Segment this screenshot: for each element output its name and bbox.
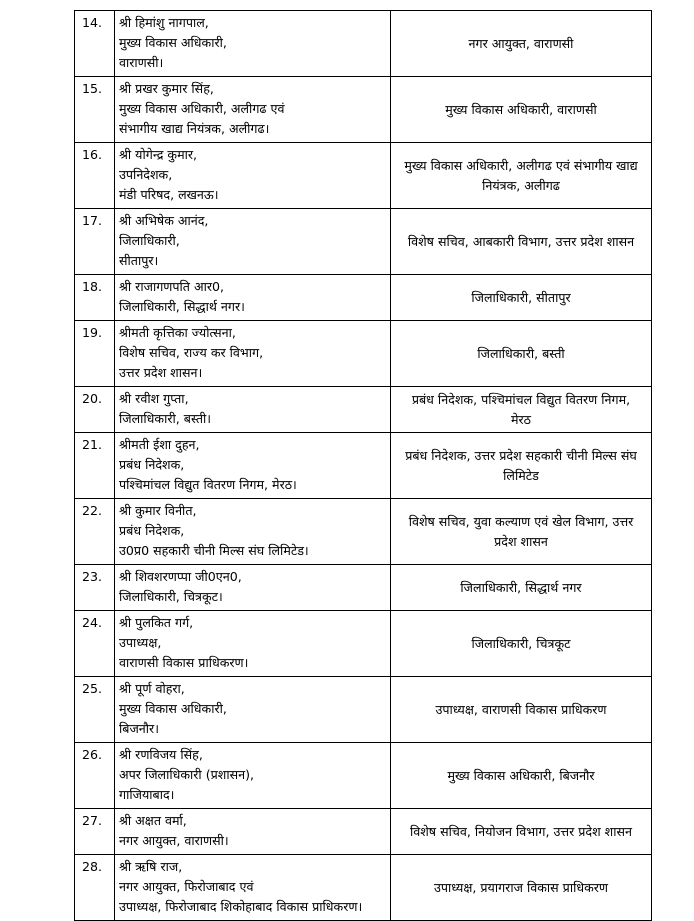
officer-line: श्री प्रखर कुमार सिंह, (119, 81, 214, 96)
officer-line: नगर आयुक्त, वाराणसी। (119, 833, 229, 848)
officer-line: श्री पूर्ण वोहरा, (119, 681, 185, 696)
new-posting-cell: मुख्य विकास अधिकारी, वाराणसी (391, 77, 652, 143)
table-row (75, 565, 652, 611)
serial-number: 19. (75, 321, 115, 387)
table-row (75, 387, 652, 433)
officer-line: प्रबंध निदेशक, (119, 457, 185, 472)
officer-line: श्री ऋषि राज, (119, 859, 183, 874)
officer-line: सीतापुर। (119, 253, 159, 268)
officer-line: श्री पुलकित गर्ग, (119, 615, 194, 630)
serial-number: 20. (75, 387, 115, 433)
officer-cell (115, 209, 391, 275)
table-row (75, 809, 652, 855)
table-row (75, 433, 652, 499)
officer-line: वाराणसी विकास प्राधिकरण। (119, 655, 249, 670)
officer-line: श्री रणविजय सिंह, (119, 747, 203, 762)
table-row (75, 743, 652, 809)
serial-number: 28. (75, 855, 115, 921)
officer-line: पश्चिमांचल विद्युत वितरण निगम, मेरठ। (119, 477, 297, 492)
serial-number: 27. (75, 809, 115, 855)
serial-number: 18. (75, 275, 115, 321)
officer-line: जिलाधिकारी, (119, 233, 180, 248)
new-posting-cell: मुख्य विकास अधिकारी, बिजनौर (391, 743, 652, 809)
serial-number: 22. (75, 499, 115, 565)
table-row (75, 209, 652, 275)
officer-cell (115, 77, 391, 143)
officer-line: श्री शिवशरणप्पा जी0एन0, (119, 569, 242, 584)
officer-line: उ0प्र0 सहकारी चीनी मिल्स संघ लिमिटेड। (119, 543, 309, 558)
officer-line: मुख्य विकास अधिकारी, (119, 701, 227, 716)
table-row (75, 321, 652, 387)
officer-cell (115, 321, 391, 387)
officer-line: उपनिदेशक, (119, 167, 173, 182)
table-row (75, 611, 652, 677)
officer-cell (115, 387, 391, 433)
new-posting-cell: प्रबंध निदेशक, उत्तर प्रदेश सहकारी चीनी मिल्स संघ लिमिटेड (391, 433, 652, 499)
serial-number: 21. (75, 433, 115, 499)
new-posting-cell: जिलाधिकारी, सिद्धार्थ नगर (391, 565, 652, 611)
officer-cell (115, 677, 391, 743)
table-row (75, 11, 652, 77)
new-posting-cell: उपाध्यक्ष, प्रयागराज विकास प्राधिकरण (391, 855, 652, 921)
officer-line: श्री कुमार विनीत, (119, 503, 197, 518)
officer-line: उत्तर प्रदेश शासन। (119, 365, 203, 380)
table-row (75, 275, 652, 321)
table-row (75, 77, 652, 143)
table-row (75, 855, 652, 921)
officer-cell (115, 611, 391, 677)
officer-line: श्री राजागणपति आर0, (119, 279, 225, 294)
transfer-table (74, 10, 652, 921)
officer-cell (115, 275, 391, 321)
new-posting-cell: प्रबंध निदेशक, पश्चिमांचल विद्युत वितरण निगम, मेरठ (391, 387, 652, 433)
table-row (75, 677, 652, 743)
officer-line: मुख्य विकास अधिकारी, अलीगढ एवं (119, 101, 285, 116)
serial-number: 17. (75, 209, 115, 275)
officer-cell (115, 743, 391, 809)
officer-cell (115, 809, 391, 855)
officer-line: नगर आयुक्त, फिरोजाबाद एवं (119, 879, 254, 894)
new-posting-cell: उपाध्यक्ष, वाराणसी विकास प्राधिकरण (391, 677, 652, 743)
officer-line: श्री योगेन्द्र कुमार, (119, 147, 198, 162)
serial-number: 26. (75, 743, 115, 809)
new-posting-cell: विशेष सचिव, आबकारी विभाग, उत्तर प्रदेश शासन (391, 209, 652, 275)
officer-line: श्रीमती कृत्तिका ज्योत्सना, (119, 325, 236, 340)
officer-line: प्रबंध निदेशक, (119, 523, 185, 538)
officer-line: श्री हिमांशु नागपाल, (119, 15, 209, 30)
new-posting-cell: विशेष सचिव, नियोजन विभाग, उत्तर प्रदेश शासन (391, 809, 652, 855)
table-row (75, 143, 652, 209)
new-posting-cell: विशेष सचिव, युवा कल्याण एवं खेल विभाग, उत्तर प्रदेश शासन (391, 499, 652, 565)
serial-number: 16. (75, 143, 115, 209)
new-posting-cell: नगर आयुक्त, वाराणसी (391, 11, 652, 77)
officer-line: श्री अभिषेक आनंद, (119, 213, 209, 228)
officer-line: जिलाधिकारी, बस्ती। (119, 411, 212, 426)
officer-line: वाराणसी। (119, 55, 164, 70)
officer-line: गाजियाबाद। (119, 787, 175, 802)
officer-line: उपाध्यक्ष, (119, 635, 162, 650)
officer-cell (115, 499, 391, 565)
officer-cell (115, 855, 391, 921)
officer-line: अपर जिलाधिकारी (प्रशासन), (119, 767, 255, 782)
serial-number: 23. (75, 565, 115, 611)
new-posting-cell: जिलाधिकारी, सीतापुर (391, 275, 652, 321)
officer-line: जिलाधिकारी, चित्रकूट। (119, 589, 223, 604)
serial-number: 25. (75, 677, 115, 743)
new-posting-cell: जिलाधिकारी, बस्ती (391, 321, 652, 387)
officer-line: विशेष सचिव, राज्य कर विभाग, (119, 345, 264, 360)
officer-cell (115, 143, 391, 209)
officer-line: जिलाधिकारी, सिद्धार्थ नगर। (119, 299, 245, 314)
officer-line: श्री रवीश गुप्ता, (119, 391, 189, 406)
officer-line: मुख्य विकास अधिकारी, (119, 35, 227, 50)
new-posting-cell: मुख्य विकास अधिकारी, अलीगढ एवं संभागीय खाद्य नियंत्रक, अलीगढ (391, 143, 652, 209)
officer-line: बिजनौर। (119, 721, 159, 736)
officer-line: मंडी परिषद, लखनऊ। (119, 187, 219, 202)
officer-cell (115, 11, 391, 77)
new-posting-cell: जिलाधिकारी, चित्रकूट (391, 611, 652, 677)
officer-line: श्रीमती ईशा दुहन, (119, 437, 200, 452)
officer-line: उपाध्यक्ष, फिरोजाबाद शिकोहाबाद विकास प्राधिकरण। (119, 899, 363, 914)
officer-cell (115, 433, 391, 499)
officer-line: श्री अक्षत वर्मा, (119, 813, 187, 828)
officer-line: संभागीय खाद्य नियंत्रक, अलीगढ। (119, 121, 270, 136)
transfer-table-body (75, 11, 652, 921)
officer-cell (115, 565, 391, 611)
table-row (75, 499, 652, 565)
serial-number: 14. (75, 11, 115, 77)
serial-number: 24. (75, 611, 115, 677)
serial-number: 15. (75, 77, 115, 143)
